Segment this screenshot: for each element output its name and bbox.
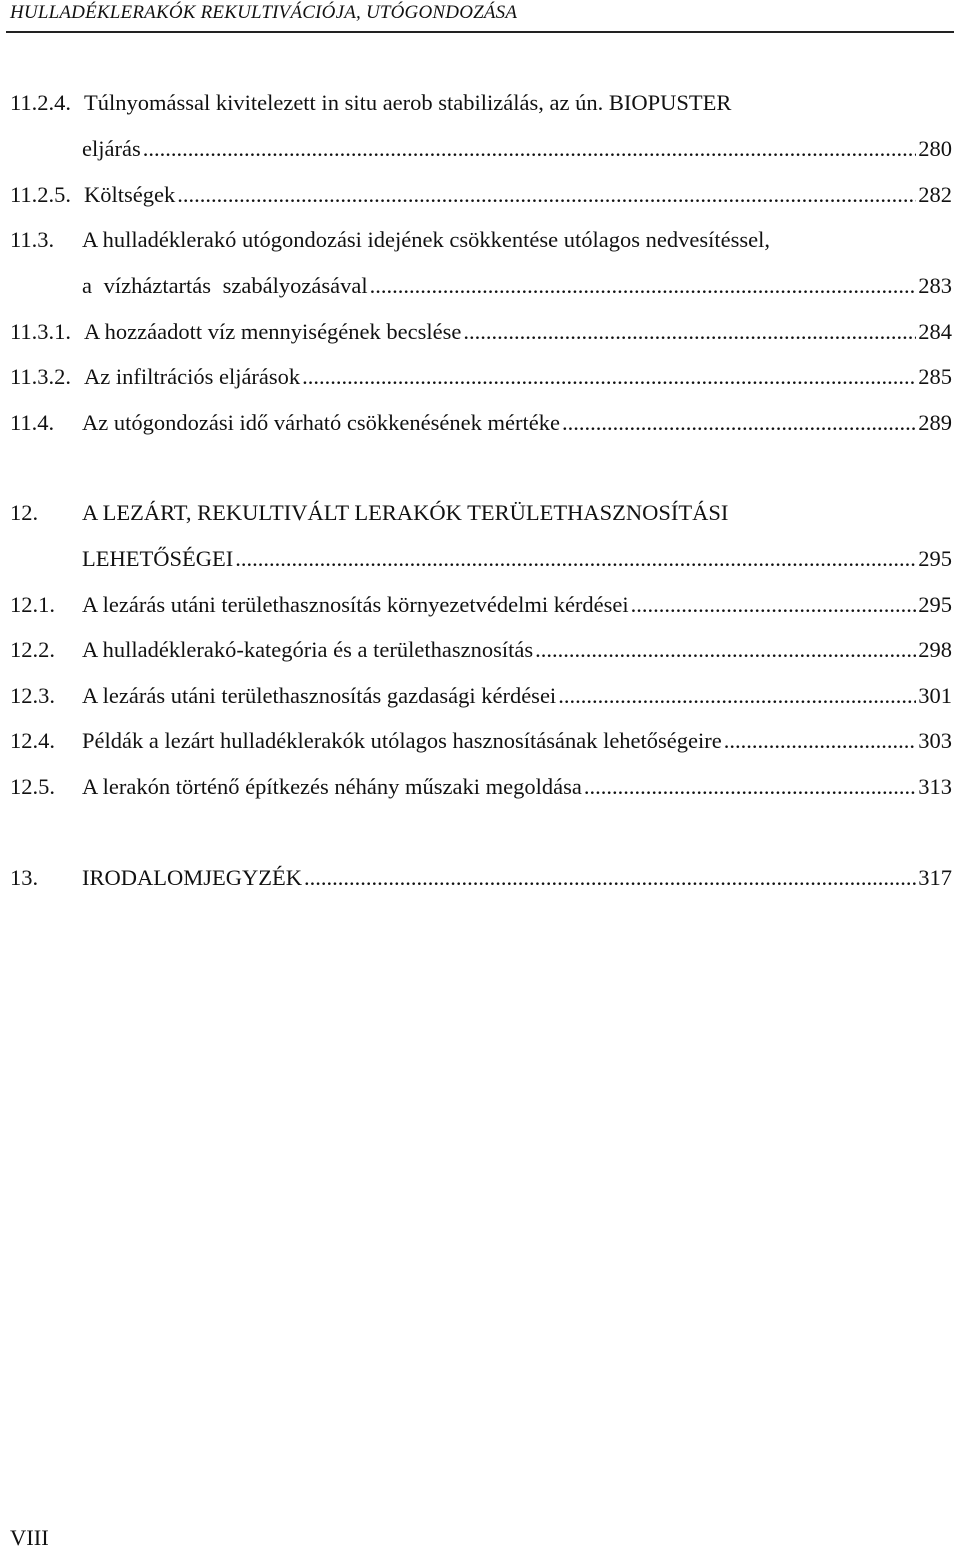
toc-leader-dots xyxy=(724,728,916,754)
toc-entry-number: 12.5. xyxy=(10,774,55,799)
toc-entry-11-2-4-cont[interactable] xyxy=(0,136,960,180)
toc-entry-title: A LEZÁRT, REKULTIVÁLT LERAKÓK TERÜLETHASZNOSÍTÁSI xyxy=(82,500,729,525)
toc-entry-12[interactable] xyxy=(0,500,960,544)
toc-entry-title: A hulladéklerakó utógondozási idejének csökkentése utólagos nedvesítéssel, xyxy=(82,227,770,252)
toc-entry-number: 11.3.1. xyxy=(10,319,72,344)
toc-entry-number: 11.2.4. xyxy=(10,90,72,115)
toc-entry-11-3-1[interactable] xyxy=(0,319,960,363)
toc-entry-title: A hozzáadott víz mennyiségének becslése xyxy=(84,319,462,344)
toc-entry-number: 13. xyxy=(10,865,39,890)
toc-entry-11-4[interactable] xyxy=(0,410,960,454)
toc-entry-title: IRODALOMJEGYZÉK xyxy=(82,865,302,890)
toc-entry-page: 280 xyxy=(918,136,952,161)
toc-entry-number: 12.4. xyxy=(10,728,55,753)
toc-entry-11-2-4[interactable] xyxy=(0,90,960,134)
toc-entry-page: 313 xyxy=(918,774,952,799)
toc-entry-page: 284 xyxy=(918,319,952,344)
toc-leader-dots xyxy=(535,637,916,663)
toc-entry-13[interactable] xyxy=(0,865,960,909)
toc-entry-page: 289 xyxy=(918,410,952,435)
toc-entry-11-2-5[interactable] xyxy=(0,182,960,226)
header-rule xyxy=(6,31,954,33)
toc-leader-dots xyxy=(463,319,916,345)
toc-entry-number: 11.3. xyxy=(10,227,55,252)
toc-entry-title: Túlnyomással kivitelezett in situ aerob stabilizálás, az ún. BIOPUSTER xyxy=(84,90,732,115)
toc-entry-12-1[interactable] xyxy=(0,592,960,636)
toc-entry-number: 11.3.2. xyxy=(10,364,72,389)
toc-entry-12-cont[interactable] xyxy=(0,546,960,590)
toc-entry-title: Költségek xyxy=(84,182,176,207)
toc-leader-dots xyxy=(235,546,916,572)
toc-entry-title: A lerakón történő építkezés néhány műszaki megoldása xyxy=(82,774,582,799)
toc-leader-dots xyxy=(562,410,916,436)
toc-entry-12-3[interactable] xyxy=(0,683,960,727)
toc-leader-dots xyxy=(584,774,916,800)
toc-leader-dots xyxy=(631,592,917,618)
toc-entry-page: 283 xyxy=(918,273,952,298)
toc-entry-number: 12.2. xyxy=(10,637,55,662)
toc-entry-title-cont: a vízháztartás szabályozásával xyxy=(82,273,368,298)
toc-entry-title-cont: LEHETŐSÉGEI xyxy=(82,546,234,571)
toc-entry-page: 303 xyxy=(918,728,952,753)
toc-entry-page: 285 xyxy=(918,364,952,389)
toc-entry-title-cont: eljárás xyxy=(82,136,141,161)
page-number: VIII xyxy=(10,1525,49,1550)
toc-entry-title: Az infiltrációs eljárások xyxy=(84,364,301,389)
toc-entry-title: A hulladéklerakó-kategória és a területhasznosítás xyxy=(82,637,534,662)
toc-entry-12-5[interactable] xyxy=(0,774,960,818)
toc-leader-dots xyxy=(302,364,916,390)
toc-entry-title: A lezárás utáni területhasznosítás környezetvédelmi kérdései xyxy=(82,592,629,617)
toc-entry-number: 12.1. xyxy=(10,592,55,617)
toc-entry-title: Az utógondozási idő várható csökkenésének mértéke xyxy=(82,410,560,435)
toc-leader-dots xyxy=(177,182,916,208)
toc-leader-dots xyxy=(143,136,917,162)
toc-entry-page: 317 xyxy=(918,865,952,890)
toc-entry-11-3-cont[interactable] xyxy=(0,273,960,317)
toc-entry-number: 11.2.5. xyxy=(10,182,72,207)
toc-leader-dots xyxy=(304,865,916,891)
toc-leader-dots xyxy=(558,683,916,709)
toc-entry-number: 12.3. xyxy=(10,683,55,708)
toc-entry-page: 282 xyxy=(918,182,952,207)
toc-entry-12-4[interactable] xyxy=(0,728,960,772)
toc-entry-page: 295 xyxy=(918,546,952,571)
toc-entry-page: 301 xyxy=(918,683,952,708)
toc-entry-number: 12. xyxy=(10,500,39,525)
toc-entry-title: A lezárás utáni területhasznosítás gazdasági kérdései xyxy=(82,683,557,708)
toc-entry-12-2[interactable] xyxy=(0,637,960,681)
toc-entry-page: 295 xyxy=(918,592,952,617)
toc-entry-11-3[interactable] xyxy=(0,227,960,271)
running-header: HULLADÉKLERAKÓK REKULTIVÁCIÓJA, UTÓGONDOZÁSA xyxy=(10,2,518,23)
toc-entry-page: 298 xyxy=(918,637,952,662)
toc-leader-dots xyxy=(370,273,917,299)
toc-entry-title: Példák a lezárt hulladéklerakók utólagos hasznosításának lehetőségeire xyxy=(82,728,722,753)
toc-entry-11-3-2[interactable] xyxy=(0,364,960,408)
toc-entry-number: 11.4. xyxy=(10,410,55,435)
